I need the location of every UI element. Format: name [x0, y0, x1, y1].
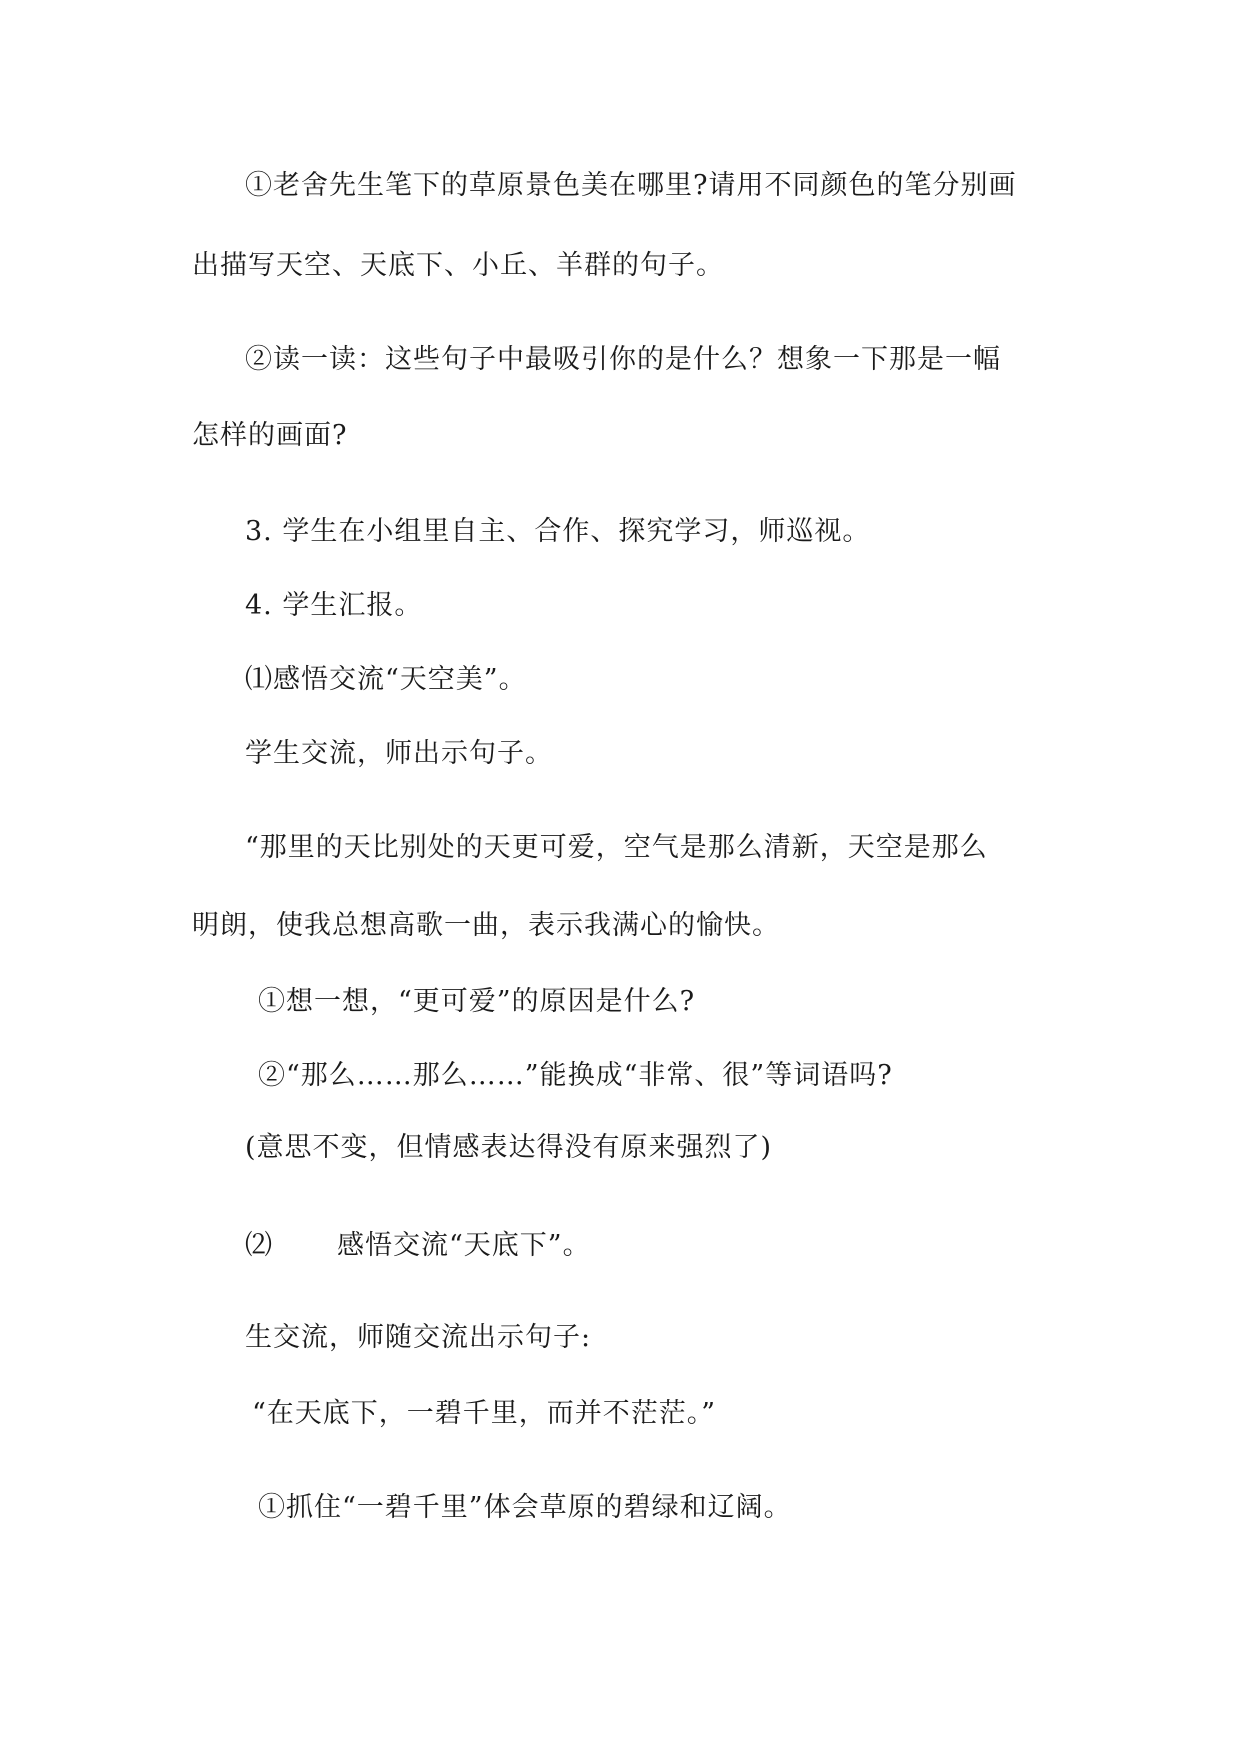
step-3: 3. 学生在小组里自主、合作、探究学习，师巡视。: [245, 516, 871, 547]
subheading-under-sky: [245, 1228, 591, 1264]
quote-sky-line-2: 明朗，使我总想高歌一曲，表示我满心的愉快。: [192, 910, 780, 941]
prompt-replace-words: ②“那么……那么……”能换成“非常、很”等词语吗?: [258, 1060, 893, 1091]
subheading-number: ⑵: [245, 1230, 273, 1261]
answer-note: (意思不变，但情感表达得没有原来强烈了): [245, 1132, 773, 1163]
quote-sky-line-1: “那里的天比别处的天更可爱，空气是那么清新，天空是那么: [245, 832, 988, 863]
paragraph-question-2-line-1: ②读一读：这些句子中最吸引你的是什么？想象一下那是一幅: [245, 344, 1001, 375]
paragraph-question-1-line-2: 出描写天空、天底下、小丘、羊群的句子。: [192, 250, 724, 281]
prompt-think: ①想一想，“更可爱”的原因是什么?: [258, 986, 696, 1017]
student-exchange-1: 学生交流，师出示句子。: [245, 738, 553, 769]
subheading-sky: ⑴感悟交流“天空美”。: [245, 664, 527, 695]
paragraph-question-1-line-1: ①老舍先生笔下的草原景色美在哪里?请用不同颜色的笔分别画: [245, 170, 1017, 201]
paragraph-question-2-line-2: 怎样的画面?: [192, 420, 348, 451]
prompt-grasp: ①抓住“一碧千里”体会草原的碧绿和辽阔。: [258, 1492, 792, 1523]
student-exchange-2: 生交流，师随交流出示句子:: [245, 1322, 592, 1353]
step-4: 4. 学生汇报。: [245, 590, 423, 621]
quote-under-sky: “在天底下，一碧千里，而并不茫茫。”: [252, 1398, 717, 1429]
subheading-text: 感悟交流“天底下”。: [337, 1230, 591, 1261]
